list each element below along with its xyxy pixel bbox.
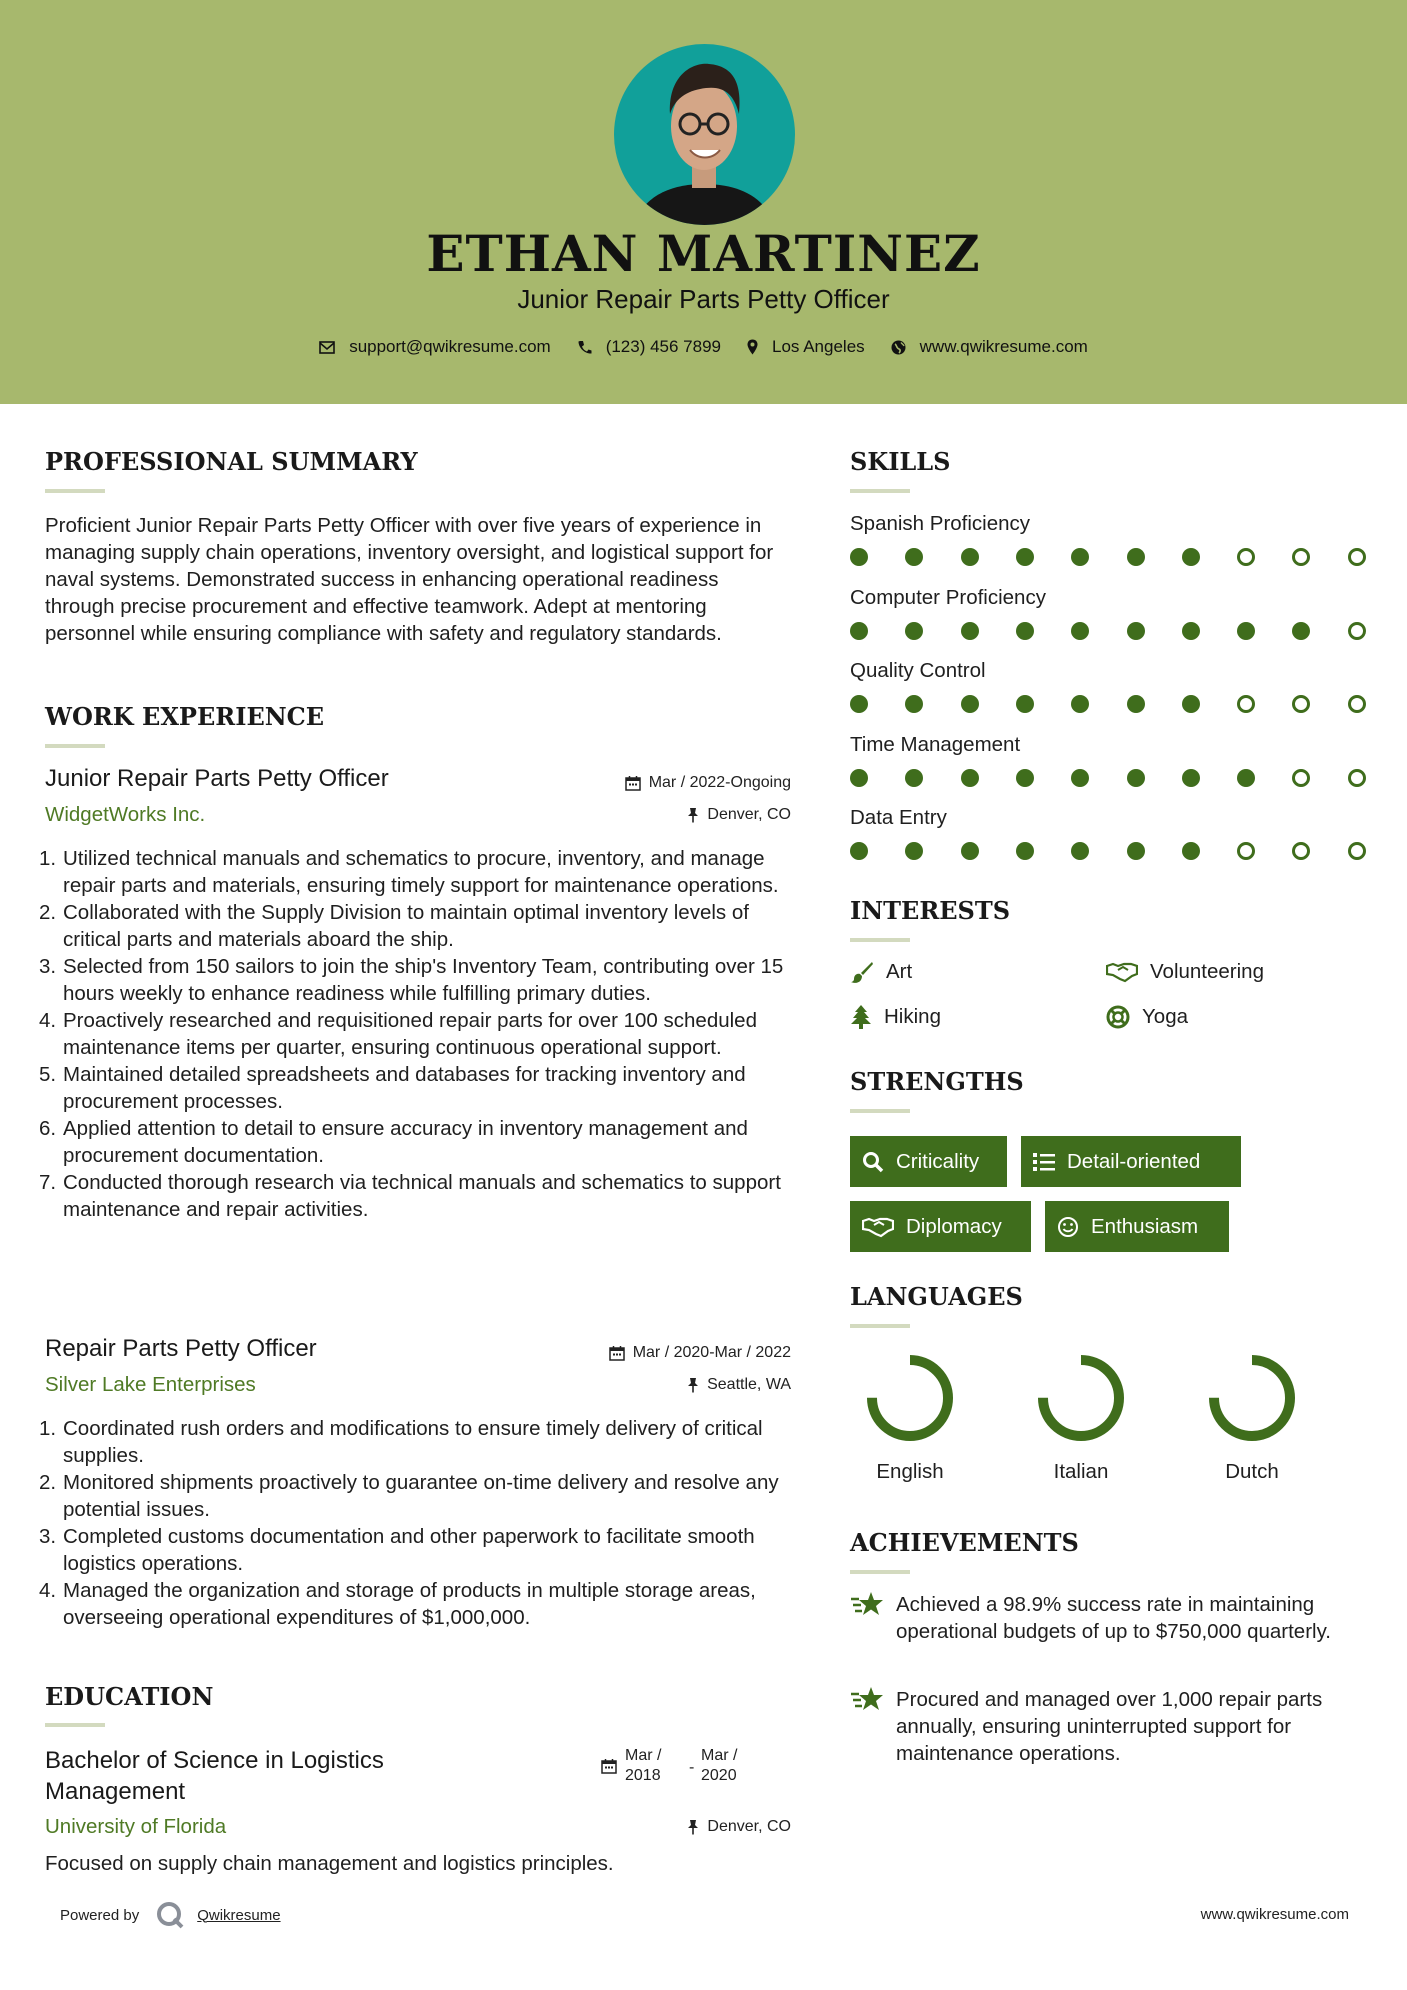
skill-dot-filled <box>961 695 979 713</box>
list-item: 3. Completed customs documentation and other paperwork to facilitate smooth logistics operations. <box>39 1525 755 1575</box>
list-icon <box>1033 1152 1055 1172</box>
skill-dot-filled <box>1071 548 1089 566</box>
job-location-text: Seattle, WA <box>707 1376 791 1393</box>
skill-dot-filled <box>1071 842 1089 860</box>
skill-rating <box>850 842 1370 862</box>
interests-divider <box>850 938 910 942</box>
skill-dot-filled <box>850 695 868 713</box>
job-dates-text: Mar / 2022-Ongoing <box>648 774 791 791</box>
list-item: 4. Managed the organization and storage of products in multiple storage areas, overseeing operational expenditures of $1,000,000. <box>39 1579 756 1629</box>
handshake-icon <box>862 1216 894 1238</box>
interest-hiking: Hiking <box>850 1005 941 1029</box>
paintbrush-icon <box>850 960 874 984</box>
strength-tag: Diplomacy <box>850 1201 1031 1252</box>
skill-dot-filled <box>961 622 979 640</box>
skill-dot-empty <box>1348 695 1366 713</box>
skill-dot-filled <box>905 622 923 640</box>
person-portrait-icon <box>614 44 795 225</box>
summary-heading: PROFESSIONAL SUMMARY <box>45 447 418 476</box>
calendar-icon <box>625 775 641 791</box>
pushpin-icon <box>687 1377 699 1393</box>
pushpin-icon <box>687 807 699 823</box>
school-name: University of Florida <box>45 1815 227 1838</box>
skill-dot-filled <box>1237 769 1255 787</box>
language-name: Italian <box>1053 1460 1109 1483</box>
skill-dot-filled <box>1016 769 1034 787</box>
skill-dot-empty <box>1237 842 1255 860</box>
degree-title: Bachelor of Science in Logistics Management <box>45 1747 384 1805</box>
achievement-item: Achieved a 98.9% success rate in maintaining operational budgets of up to $750,000 quarterly. <box>850 1591 1340 1645</box>
lifebuoy-icon <box>1106 1005 1130 1029</box>
list-item: 6. Applied attention to detail to ensure accuracy in inventory management and procurement documentation. <box>39 1117 748 1167</box>
skill-dot-filled <box>961 548 979 566</box>
skills-heading: SKILLS <box>850 447 951 476</box>
interest-volunteering: Volunteering <box>1106 960 1264 984</box>
powered-by-label: Powered by <box>60 1906 140 1924</box>
achievements-heading: ACHIEVEMENTS <box>850 1528 1079 1557</box>
language-item <box>1006 1352 1156 1484</box>
skill-dot-filled <box>961 769 979 787</box>
strengths-heading: STRENGTHS <box>850 1067 1024 1096</box>
skill-dot-filled <box>961 842 979 860</box>
education-location <box>687 1818 791 1836</box>
skill-dot-empty <box>1292 769 1310 787</box>
job-title: Junior Repair Parts Petty Officer <box>45 765 389 792</box>
list-item: 2. Collaborated with the Supply Division to maintain optimal inventory levels of critical parts and materials aboard the ship. <box>39 901 749 951</box>
language-level-ring <box>1206 1352 1298 1444</box>
globe-icon <box>891 340 906 355</box>
skill-dot-empty <box>1237 695 1255 713</box>
languages-heading: LANGUAGES <box>850 1282 1023 1311</box>
company-name: Silver Lake Enterprises <box>45 1373 256 1396</box>
skill-name: Time Management <box>850 732 1021 756</box>
brand-link[interactable]: Qwikresume <box>197 1906 281 1924</box>
skill-dot-filled <box>905 769 923 787</box>
calendar-icon <box>601 1758 617 1774</box>
language-level-arc <box>872 1360 948 1436</box>
email-text: support@qwikresume.com <box>349 337 551 356</box>
skill-dot-empty <box>1348 622 1366 640</box>
skill-dot-filled <box>1071 622 1089 640</box>
language-level-arc <box>1214 1360 1290 1436</box>
list-item: 1. Coordinated rush orders and modifications to ensure timely delivery of critical supplies. <box>39 1417 763 1467</box>
skill-name: Computer Proficiency <box>850 585 1046 609</box>
skill-dot-filled <box>1016 842 1034 860</box>
skill-dot-filled <box>1292 622 1310 640</box>
skill-dot-filled <box>1016 548 1034 566</box>
star-achievement-icon <box>850 1686 884 1712</box>
education-dates <box>601 1746 757 1786</box>
skill-dot-empty <box>1292 842 1310 860</box>
skill-dot-filled <box>905 695 923 713</box>
candidate-name: ETHAN MARTINEZ <box>426 224 981 283</box>
job-location-text: Denver, CO <box>707 806 791 823</box>
contact-location <box>747 337 865 357</box>
languages-divider <box>850 1324 910 1328</box>
language-item <box>1177 1352 1327 1484</box>
qwikresume-logo-icon <box>155 1900 185 1930</box>
contact-email[interactable] <box>319 337 551 357</box>
strengths-divider <box>850 1109 910 1113</box>
skill-dot-filled <box>1182 622 1200 640</box>
skill-rating <box>850 622 1370 642</box>
skill-rating <box>850 769 1370 789</box>
header-band <box>0 0 1407 404</box>
language-level-ring <box>864 1352 956 1444</box>
contact-phone[interactable] <box>577 337 721 357</box>
education-start: Mar / 2018 <box>625 1747 662 1784</box>
skill-dot-filled <box>1071 695 1089 713</box>
skill-dot-filled <box>850 842 868 860</box>
summary-divider <box>45 489 105 493</box>
skill-name: Quality Control <box>850 659 986 682</box>
experience-divider <box>45 744 105 748</box>
skill-dot-filled <box>1127 769 1145 787</box>
skill-dot-filled <box>1182 695 1200 713</box>
job-title: Repair Parts Petty Officer <box>45 1335 317 1362</box>
summary-text: Proficient Junior Repair Parts Petty Officer with over five years of experience in managing supply chain operations, inventory oversight, and logistical support for naval systems. Demonstrated success in enhancing operational readiness through precise procurement and effective teamwork. Adept at mentoring personnel while ensuring compliance with safety and regulatory standards. <box>45 514 774 645</box>
date-separator: - <box>689 1759 695 1776</box>
language-item <box>835 1352 985 1484</box>
job-dates-text: Mar / 2020-Mar / 2022 <box>632 1344 791 1361</box>
education-location-text: Denver, CO <box>707 1818 791 1835</box>
skill-name: Data Entry <box>850 806 947 829</box>
skill-dot-filled <box>1237 622 1255 640</box>
skill-name: Spanish Proficiency <box>850 512 1031 535</box>
website-text: www.qwikresume.com <box>919 337 1088 356</box>
powered-by <box>60 1900 281 1930</box>
list-item: 3. Selected from 150 sailors to join the ship's Inventory Team, contributing over 15 hours weekly to enhance readiness while fulfilling primary duties. <box>39 955 784 1005</box>
handshake-icon <box>1106 961 1138 983</box>
skill-dot-filled <box>850 622 868 640</box>
phone-text: (123) 456 7899 <box>605 337 722 356</box>
achievements-divider <box>850 1570 910 1574</box>
list-item: 5. Maintained detailed spreadsheets and databases for tracking inventory and procurement processes. <box>39 1063 746 1113</box>
pushpin-icon <box>687 1819 699 1835</box>
language-level-ring <box>1035 1352 1127 1444</box>
job-bullets <box>39 1415 795 1631</box>
education-divider <box>45 1723 105 1727</box>
profile-photo <box>614 44 795 225</box>
search-icon <box>862 1151 884 1173</box>
envelope-icon <box>319 341 335 354</box>
skill-rating <box>850 695 1370 715</box>
tree-icon <box>850 1005 872 1029</box>
skill-dot-filled <box>1127 695 1145 713</box>
skill-dot-filled <box>1016 622 1034 640</box>
education-note: Focused on supply chain management and logistics principles. <box>45 1852 614 1875</box>
language-name: English <box>876 1460 944 1483</box>
skill-dot-filled <box>1182 769 1200 787</box>
skill-dot-filled <box>1127 622 1145 640</box>
language-level-arc <box>1043 1360 1119 1436</box>
skill-dot-empty <box>1348 548 1366 566</box>
contact-website[interactable] <box>891 337 1088 357</box>
education-heading: EDUCATION <box>45 1682 214 1711</box>
map-pin-icon <box>747 339 758 355</box>
skill-rating <box>850 548 1370 568</box>
list-item: 4. Proactively researched and requisitioned repair parts for over 100 scheduled maintenance items per quarter, ensuring continuous operational support. <box>39 1009 757 1059</box>
skill-dot-filled <box>1127 548 1145 566</box>
skills-divider <box>850 489 910 493</box>
smile-icon <box>1057 1216 1079 1238</box>
skill-dot-filled <box>1182 842 1200 860</box>
skill-dot-filled <box>850 769 868 787</box>
job-dates <box>625 774 791 792</box>
job-bullets <box>39 845 795 1223</box>
skill-dot-empty <box>1348 769 1366 787</box>
list-item: 2. Monitored shipments proactively to guarantee on-time delivery and resolve any potential issues. <box>39 1471 779 1521</box>
candidate-title: Junior Repair Parts Petty Officer <box>517 284 890 314</box>
location-text: Los Angeles <box>772 337 865 356</box>
company-name: WidgetWorks Inc. <box>45 803 206 826</box>
list-item: 7. Conducted thorough research via technical manuals and schematics to support maintenance and repair activities. <box>39 1171 781 1221</box>
skill-dot-empty <box>1237 548 1255 566</box>
strength-tag: Enthusiasm <box>1045 1201 1229 1252</box>
skill-dot-filled <box>850 548 868 566</box>
skill-dot-empty <box>1292 548 1310 566</box>
skill-dot-filled <box>1071 769 1089 787</box>
footer-website[interactable]: www.qwikresume.com <box>1200 1906 1349 1923</box>
skill-dot-filled <box>1127 842 1145 860</box>
job-location <box>687 1376 791 1394</box>
skill-dot-filled <box>905 842 923 860</box>
interests-heading: INTERESTS <box>850 896 1011 925</box>
strength-tag: Criticality <box>850 1136 1007 1187</box>
interest-yoga: Yoga <box>1106 1005 1188 1029</box>
calendar-icon <box>609 1345 625 1361</box>
list-item: 1. Utilized technical manuals and schematics to procure, inventory, and manage repair parts and materials, ensuring timely support for maintenance operations. <box>39 847 779 897</box>
job-dates <box>609 1344 791 1362</box>
skill-dot-filled <box>1016 695 1034 713</box>
experience-heading: WORK EXPERIENCE <box>45 702 325 731</box>
achievement-item: Procured and managed over 1,000 repair parts annually, ensuring uninterrupted support for maintenance operations. <box>850 1686 1340 1767</box>
strength-tag: Detail-oriented <box>1021 1136 1241 1187</box>
phone-icon <box>577 340 592 355</box>
star-achievement-icon <box>850 1591 884 1617</box>
interest-art: Art <box>850 960 912 984</box>
skill-dot-filled <box>1182 548 1200 566</box>
skill-dot-empty <box>1292 695 1310 713</box>
language-name: Dutch <box>1225 1460 1279 1483</box>
education-end: Mar / 2020 <box>701 1747 738 1784</box>
contact-row <box>0 337 1407 357</box>
skill-dot-filled <box>905 548 923 566</box>
job-location <box>687 806 791 824</box>
skill-dot-empty <box>1348 842 1366 860</box>
